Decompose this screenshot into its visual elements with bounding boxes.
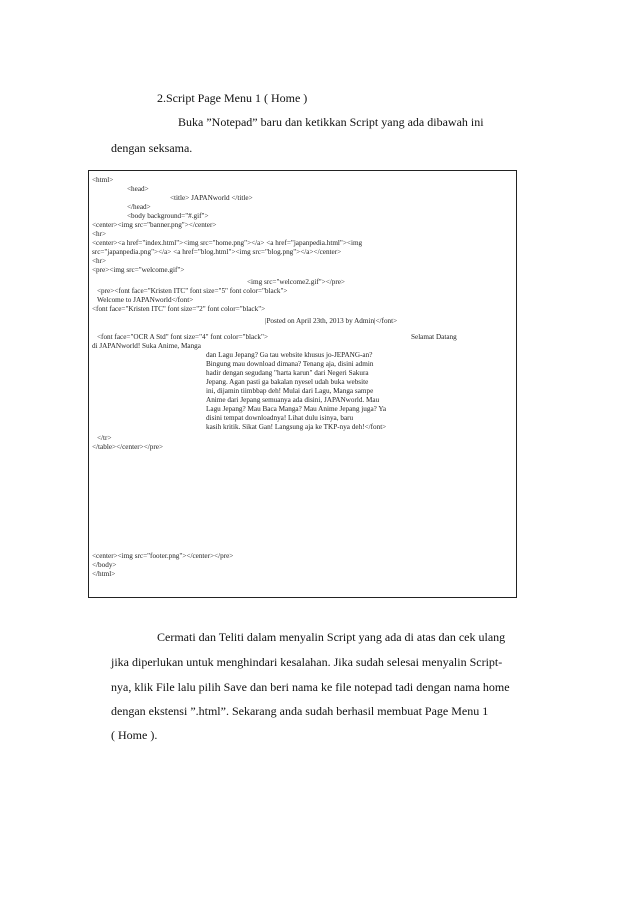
code-line: hadir dengan segudang "harta karun" dari Negeri Sakura: [206, 369, 369, 377]
outro-line-5: ( Home ).: [111, 728, 158, 742]
outro-line-3: nya, klik File lalu pilih Save dan beri nama ke file notepad tadi dengan nama home: [111, 680, 510, 694]
code-line: dan Lagu Jepang? Ga tau website khusus jo-JEPANG-an?: [206, 351, 373, 359]
code-line: <html>: [92, 176, 114, 184]
code-line: <body background="#.gif">: [127, 212, 209, 220]
code-line: disini tempat downloadnya! Lihat dulu isinya, baru: [206, 414, 354, 422]
code-line: </body>: [92, 561, 117, 569]
intro-line-2: dengan seksama.: [111, 141, 193, 155]
intro-line-1: Buka ”Notepad” baru dan ketikkan Script yang ada dibawah ini: [178, 115, 484, 129]
code-line: Jepang. Agan pasti ga bakalan nyesel udah buka website: [206, 378, 369, 386]
code-line: Selamat Datang: [411, 333, 457, 341]
code-line: <pre><font face="Kristen ITC" font size="5" font color="black">: [97, 287, 288, 295]
code-line: </head>: [127, 203, 151, 211]
code-line: Lagu Jepang? Mau Baca Manga? Mau Anime Jepang juga? Ya: [206, 405, 387, 413]
code-line: Bingung mau download dimana? Tenang aja, disini admin: [206, 360, 374, 368]
code-line: di JAPANworld! Suka Anime, Manga: [92, 342, 201, 350]
code-box: [88, 170, 517, 598]
code-line: src="japanpedia.png"></a> <a href="blog.html"><img src="blog.png"></a></center>: [92, 248, 342, 256]
code-line: <hr>: [92, 257, 107, 265]
code-line: <center><a href="index.html"><img src="home.png"></a> <a href="japanpedia.html"><img: [92, 239, 363, 247]
code-line: <font face="OCR A Std" font size="4" font color="black">: [97, 333, 269, 341]
code-line: Welcome to JAPANworld</font>: [97, 296, 194, 304]
code-line: kasih kritik. Sikat Gan! Langsung aja ke TKP-nya deh!</font>: [206, 423, 387, 431]
code-line: <pre><img src="welcome.gif">: [92, 266, 185, 274]
code-line: Anime dari Jepang semuanya ada disini, JAPANworld. Mau: [206, 396, 380, 404]
code-line: </tr>: [97, 434, 112, 442]
outro-line-1: Cermati dan Teliti dalam menyalin Script yang ada di atas dan cek ulang: [157, 630, 506, 644]
code-line: <font face="Kristen ITC" font size="2" font color="black">: [92, 305, 266, 313]
code-line: <center><img src="footer.png"></center></pre>: [92, 552, 234, 560]
code-line: <hr>: [92, 230, 107, 238]
code-line: ini, dijamin tiimbbap deh! Mulai dari Lagu, Manga sampe: [206, 387, 374, 395]
code-line: <img src="welcome2.gif"></pre>: [247, 278, 345, 286]
code-line: <center><img src="banner.png"></center>: [92, 221, 217, 229]
code-line: <title> JAPANworld </title>: [170, 194, 253, 202]
section-heading: 2.Script Page Menu 1 ( Home ): [157, 91, 308, 105]
code-line: |Posted on April 23th, 2013 by Admin|</font>: [265, 317, 398, 325]
outro-line-2: jika diperlukan untuk menghindari kesalahan. Jika sudah selesai menyalin Script-: [111, 655, 503, 669]
code-line: <head>: [127, 185, 149, 193]
code-line: </table></center></pre>: [92, 443, 164, 451]
code-line: </html>: [92, 570, 116, 578]
outro-line-4: dengan ekstensi ”.html”. Sekarang anda sudah berhasil membuat Page Menu 1: [111, 704, 489, 718]
